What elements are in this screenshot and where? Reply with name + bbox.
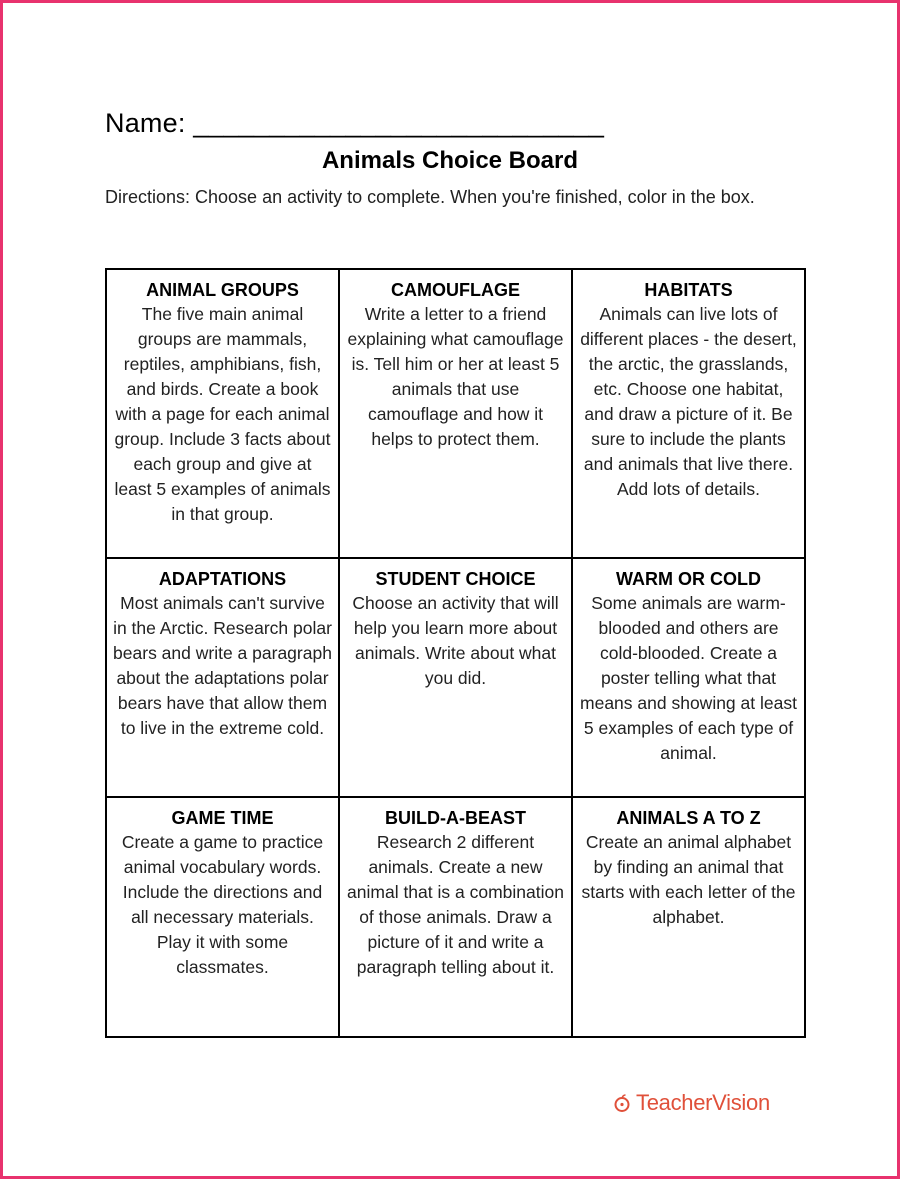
choice-cell-habitats[interactable] xyxy=(572,269,805,558)
choice-cell-student-choice[interactable] xyxy=(339,558,572,797)
cell-text: Create an animal alphabet by finding an animal that starts with each letter of the alphabet. xyxy=(581,832,796,927)
cell-title: ANIMAL GROUPS xyxy=(146,280,299,300)
cell-title: CAMOUFLAGE xyxy=(391,280,520,300)
cell-title: ANIMALS A TO Z xyxy=(616,808,761,828)
cell-title: HABITATS xyxy=(644,280,733,300)
cell-title: WARM OR COLD xyxy=(616,569,761,589)
cell-text: Choose an activity that will help you learn more about animals. Write about what you did. xyxy=(352,593,559,688)
apple-icon xyxy=(612,1093,632,1113)
choice-cell-game-time[interactable] xyxy=(106,797,339,1037)
cell-text: Create a game to practice animal vocabulary words. Include the directions and all necessary materials. Play it with some classmates. xyxy=(121,832,324,977)
choice-board xyxy=(105,268,806,1038)
cell-text: Most animals can't survive in the Arctic. Research polar bears and write a paragraph about the adaptations polar bears have that allow them to live in the extreme cold. xyxy=(113,593,332,738)
directions-text: Directions: Choose an activity to complete. When you're finished, color in the box. xyxy=(105,187,755,207)
choice-cell-adaptations[interactable] xyxy=(106,558,339,797)
choice-cell-animal-groups[interactable] xyxy=(106,269,339,558)
cell-title: ADAPTATIONS xyxy=(158,569,287,589)
cell-text: The five main animal groups are mammals, reptiles, amphibians, fish, and birds. Create a book with a page for each animal group. Include 3 facts about each group and give at least 5 examples of animals in that group. xyxy=(114,304,331,524)
cell-title: GAME TIME xyxy=(171,808,274,828)
choice-cell-animals-a-to-z[interactable] xyxy=(572,797,805,1037)
page-title: Animals Choice Board xyxy=(321,147,579,174)
choice-cell-build-a-beast[interactable] xyxy=(339,797,572,1037)
cell-text: Write a letter to a friend explaining what camouflage is. Tell him or her at least 5 animals that use camouflage and how it helps to protect them. xyxy=(347,304,564,449)
teachervision-logo xyxy=(612,1090,770,1116)
choice-cell-camouflage[interactable] xyxy=(339,269,572,558)
logo-text: TeacherVision xyxy=(636,1090,770,1115)
cell-title: STUDENT CHOICE xyxy=(375,569,536,589)
choice-cell-warm-or-cold[interactable] xyxy=(572,558,805,797)
cell-text: Research 2 different animals. Create a new animal that is a combination of those animals. Draw a picture of it and write a paragraph telling about it. xyxy=(347,832,564,977)
cell-text: Some animals are warm-blooded and others are cold-blooded. Create a poster telling what that means and showing at least 5 examples of each type of animal. xyxy=(580,593,797,763)
cell-title: BUILD-A-BEAST xyxy=(385,808,526,828)
name-field[interactable]: Name: ___________________________ xyxy=(105,108,605,138)
cell-text: Animals can live lots of different places - the desert, the arctic, the grasslands, etc. Choose one habitat, and draw a picture of it. Be sure to include the plants and animals that live there. Add lots of details. xyxy=(580,304,797,499)
